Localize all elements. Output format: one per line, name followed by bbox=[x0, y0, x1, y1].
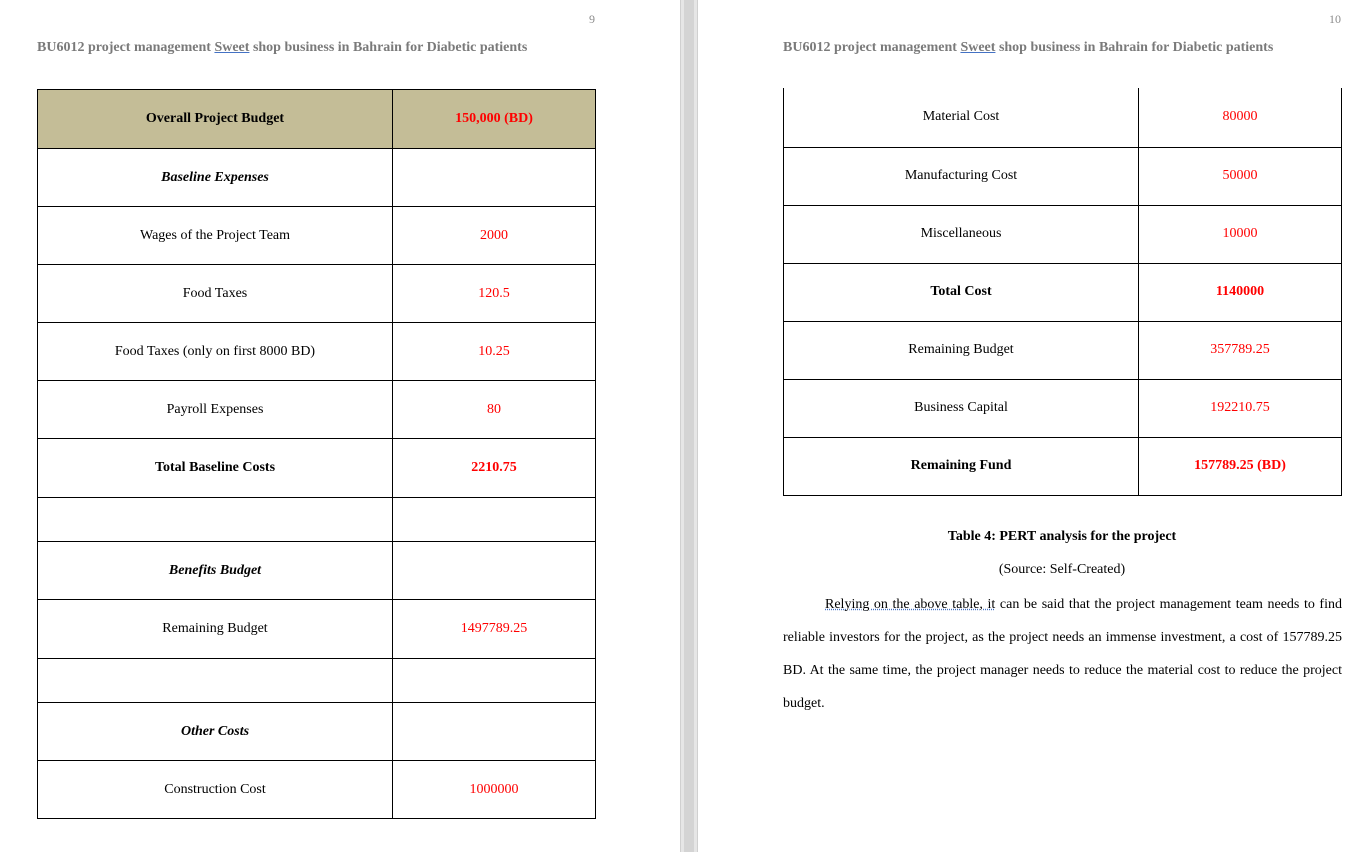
table-row bbox=[38, 761, 596, 819]
row-value bbox=[393, 542, 596, 600]
header-label: Overall Project Budget bbox=[38, 90, 393, 149]
table-row bbox=[38, 149, 596, 207]
row-value: 80 bbox=[393, 381, 596, 439]
row-label: Remaining Fund bbox=[784, 437, 1139, 495]
row-label: Food Taxes bbox=[38, 265, 393, 323]
header-prefix: BU6012 project management bbox=[37, 40, 215, 55]
row-value: 1000000 bbox=[393, 761, 596, 819]
row-label: Miscellaneous bbox=[784, 205, 1139, 263]
row-value: 2000 bbox=[393, 207, 596, 265]
table-caption: Table 4: PERT analysis for the project bbox=[947, 529, 1177, 544]
row-value bbox=[393, 498, 596, 542]
table-row bbox=[38, 439, 596, 498]
table-row bbox=[784, 321, 1342, 379]
row-label: Remaining Budget bbox=[38, 600, 393, 659]
table-row bbox=[38, 703, 596, 761]
header-suffix: shop business in Bahrain for Diabetic patients bbox=[995, 40, 1274, 55]
document-page-left bbox=[0, 0, 680, 852]
row-label: Manufacturing Cost bbox=[784, 147, 1139, 205]
budget-table-continued bbox=[783, 88, 1342, 496]
row-label: Remaining Budget bbox=[784, 321, 1139, 379]
budget-table bbox=[37, 89, 596, 819]
row-label: Baseline Expenses bbox=[38, 149, 393, 207]
table-row bbox=[784, 205, 1342, 263]
header-sweet-word: Sweet bbox=[960, 40, 996, 55]
table-row bbox=[38, 600, 596, 659]
table-row bbox=[784, 147, 1342, 205]
running-header bbox=[783, 40, 1273, 56]
row-value bbox=[393, 149, 596, 207]
row-value bbox=[393, 659, 596, 703]
row-value: 50000 bbox=[1139, 147, 1342, 205]
row-label: Payroll Expenses bbox=[38, 381, 393, 439]
row-label: Total Cost bbox=[784, 263, 1139, 321]
row-value: 357789.25 bbox=[1139, 321, 1342, 379]
table-row bbox=[38, 207, 596, 265]
header-suffix: shop business in Bahrain for Diabetic patients bbox=[249, 40, 528, 55]
body-paragraph bbox=[783, 588, 1342, 720]
page-gap-bar bbox=[684, 0, 694, 852]
header-sweet-word: Sweet bbox=[214, 40, 250, 55]
row-value: 10000 bbox=[1139, 205, 1342, 263]
row-value: 10.25 bbox=[393, 323, 596, 381]
row-label: Benefits Budget bbox=[38, 542, 393, 600]
table-row bbox=[38, 381, 596, 439]
row-value: 192210.75 bbox=[1139, 379, 1342, 437]
row-label: Material Cost bbox=[784, 88, 1139, 147]
page-number: 10 bbox=[1329, 12, 1341, 26]
table-row bbox=[784, 437, 1342, 495]
table-header-row bbox=[38, 90, 596, 149]
table-row bbox=[38, 659, 596, 703]
row-label: Other Costs bbox=[38, 703, 393, 761]
row-label: Wages of the Project Team bbox=[38, 207, 393, 265]
row-label: Total Baseline Costs bbox=[38, 439, 393, 498]
row-value: 157789.25 (BD) bbox=[1139, 437, 1342, 495]
row-label: Business Capital bbox=[784, 379, 1139, 437]
page-separator bbox=[680, 0, 698, 852]
grammar-flagged-text: Relying on the above table, it bbox=[825, 597, 996, 612]
table-row bbox=[784, 379, 1342, 437]
row-value: 1140000 bbox=[1139, 263, 1342, 321]
running-header bbox=[37, 40, 527, 56]
row-value bbox=[393, 703, 596, 761]
table-row bbox=[38, 498, 596, 542]
row-label: Construction Cost bbox=[38, 761, 393, 819]
row-label bbox=[38, 659, 393, 703]
table-source: (Source: Self-Created) bbox=[998, 562, 1126, 577]
header-value: 150,000 (BD) bbox=[393, 90, 596, 149]
table-row bbox=[38, 265, 596, 323]
row-value: 120.5 bbox=[393, 265, 596, 323]
row-label: Food Taxes (only on first 8000 BD) bbox=[38, 323, 393, 381]
table-row bbox=[784, 88, 1342, 147]
row-value: 2210.75 bbox=[393, 439, 596, 498]
paragraph-text: can be said that the project management team needs to find reliable investors for the project, as the project needs an immense investment, a cost of 157789.25 BD. At the same time, the project manager needs to reduce the material cost to reduce the project budget. bbox=[783, 597, 1342, 711]
table-row bbox=[784, 263, 1342, 321]
table-row bbox=[38, 323, 596, 381]
row-value: 80000 bbox=[1139, 88, 1342, 147]
row-label bbox=[38, 498, 393, 542]
row-value: 1497789.25 bbox=[393, 600, 596, 659]
table-row bbox=[38, 542, 596, 600]
header-prefix: BU6012 project management bbox=[783, 40, 961, 55]
page-number: 9 bbox=[589, 12, 595, 26]
